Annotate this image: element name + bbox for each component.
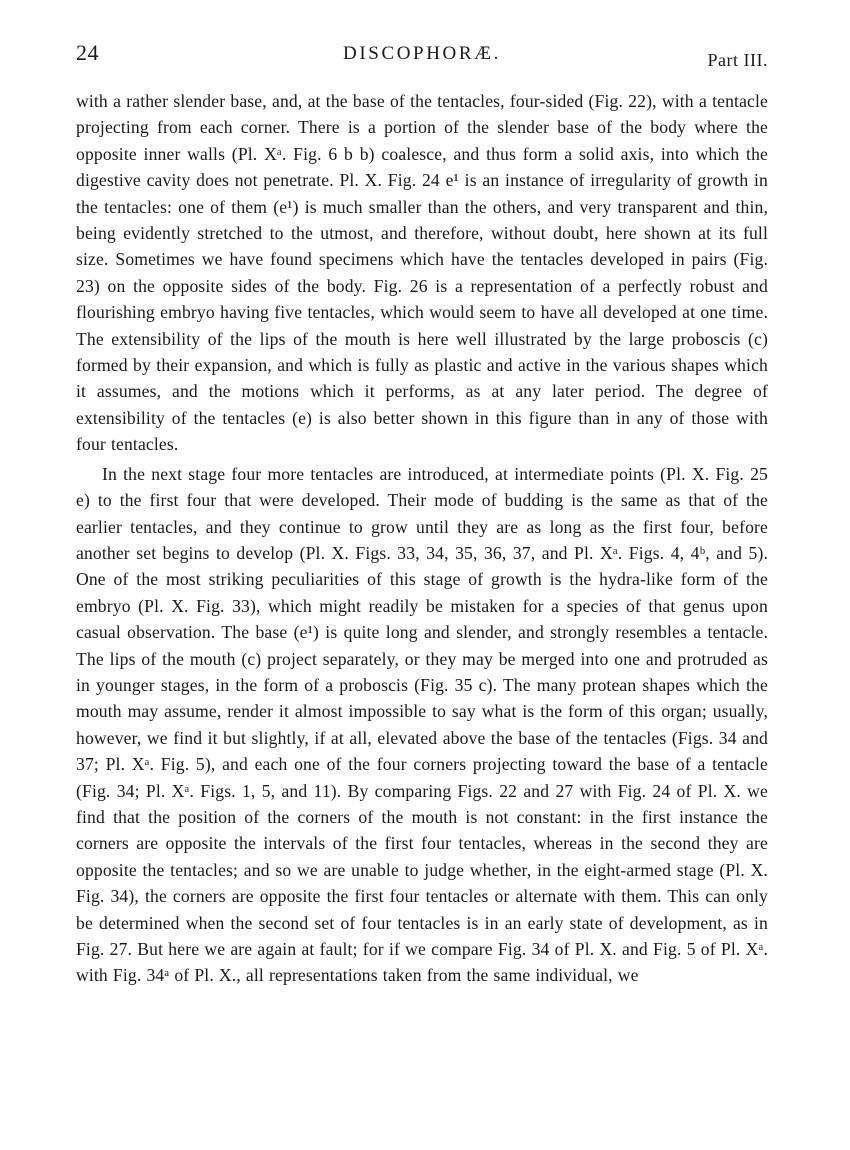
running-header bbox=[76, 40, 768, 74]
paragraph: In the next stage four more tentacles are introduced, at intermediate points (Pl. X. Fig. 25 e) to the first four that were developed. Their mode of budding is the same as that of the earlier tentacles, and they continue to grow until they are as long as the first four, before another set begins to develop (Pl. X. Figs. 33, 34, 35, 36, 37, and Pl. Xᵃ. Figs. 4, 4ᵇ, and 5). One of the most striking peculiarities of this stage of growth is the hydra-like form of the embryo (Pl. X. Fig. 33), which might readily be mistaken for a species of that genus upon casual observation. The base (e¹) is quite long and slender, and strongly resembles a tentacle. The lips of the mouth (c) project separately, or they may be merged into one and protruded as in younger stages, in the form of a proboscis (Fig. 35 c). The many protean shapes which the mouth may assume, render it almost impossible to say what is the form of this organ; usually, however, we find it but slightly, if at all, elevated above the base of the tentacles (Figs. 34 and 37; Pl. Xᵃ. Fig. 5), and each one of the four corners projecting toward the base of a tentacle (Fig. 34; Pl. Xᵃ. Figs. 1, 5, and 11). By comparing Figs. 22 and 27 with Fig. 24 of Pl. X. we find that the position of the corners of the mouth is not constant: in the first instance the corners are opposite the intervals of the first four tentacles, whereas in the second they are opposite the tentacles; and so we are unable to judge whether, in the eight-armed stage (Pl. X. Fig. 34), the corners are opposite the first four tentacles or alternate with them. This can only be determined when the second set of four tentacles is in an early state of development, as in Fig. 27. But here we are again at fault; for if we compare Fig. 34 of Pl. X. and Fig. 5 of Pl. Xᵃ. with Fig. 34ᵃ of Pl. X., all representations taken from the same individual, we bbox=[76, 463, 768, 986]
running-title: DISCOPHORÆ. bbox=[343, 43, 501, 64]
page-number: 24 bbox=[76, 40, 99, 65]
part-label: Part III. bbox=[707, 50, 768, 70]
body-text bbox=[76, 88, 768, 989]
paragraph: with a rather slender base, and, at the base of the tentacles, four-sided (Fig. 22), with a tentacle projecting from each corner. There is a portion of the slender base of the body where the opposite inner walls (Pl. Xᵃ. Fig. 6 b b) coalesce, and thus form a solid axis, into which the digestive cavity does not penetrate. Pl. X. Fig. 24 e¹ is an instance of irregularity of growth in the tentacles: one of them (e¹) is much smaller than the others, and very transparent and thin, being evidently stretched to the utmost, and therefore, without doubt, here shown at its full size. Sometimes we have found specimens which have the tentacles developed in pairs (Fig. 23) on the opposite sides of the body. Fig. 26 is a representation of a perfectly robust and flourishing embryo having five tentacles, which would seem to have all developed at one time. The extensibility of the lips of the mouth is here well illustrated by the large proboscis (c) formed by their expansion, and which is fully as plastic and active in the various shapes which it assumes, and the motions which it performs, as at any later period. The degree of extensibility of the tentacles (e) is also better shown in this figure than in any of those with four tentacles. bbox=[76, 91, 768, 455]
